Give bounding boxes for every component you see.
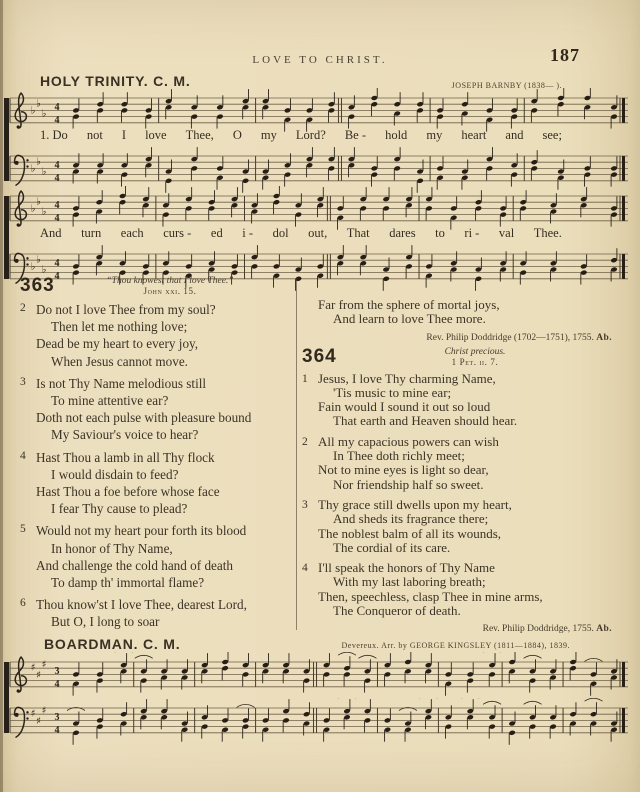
running-head: LOVE TO CHRIST. — [252, 54, 388, 66]
verse-continuation — [302, 298, 620, 327]
verse-line: Jesus, I love Thy charming Name, — [318, 370, 496, 386]
hymn-364-verses — [302, 372, 620, 619]
lyric-syllable: out, — [308, 226, 328, 240]
verse-line: Would not my heart pour forth its blood — [36, 523, 247, 539]
lyric-syllable: And — [40, 226, 62, 240]
verse-line: When Jesus cannot move. — [51, 353, 188, 369]
verse-line: Thy grace still dwells upon my heart, — [318, 496, 512, 512]
hymn-363-subtitle: “Thou knowest that I love Thee.” — [106, 276, 234, 286]
lyric-syllable: val — [498, 226, 515, 240]
svg-text:♯: ♯ — [36, 716, 41, 728]
verse-4 — [302, 561, 620, 618]
verse-line: With my last laboring breath; — [333, 574, 486, 590]
hymn-363-subtitle-block — [66, 276, 274, 296]
hymn-text-area — [18, 272, 622, 638]
lyric-syllable: Be - — [344, 128, 367, 142]
lyric-syllable: O — [232, 128, 242, 142]
verse-line: Thou know'st I love Thee, dearest Lord, — [36, 597, 247, 613]
svg-text:♯: ♯ — [41, 705, 47, 717]
svg-text:4: 4 — [54, 114, 60, 126]
page-binding-edge — [0, 0, 3, 792]
verse-line: In Thee doth richly meet; — [333, 448, 465, 464]
verse-3 — [302, 498, 620, 555]
tune1-composer: JOSEPH BARNBY (1838— ). — [451, 81, 562, 90]
hymn-363-heading — [20, 276, 292, 296]
lyric-syllable: i - — [242, 226, 254, 240]
lyric-syllable: Thee, — [185, 128, 214, 142]
verse-6 — [20, 596, 292, 630]
lyric-syllable: dol — [272, 226, 289, 240]
hymn-364-subtitle: Christ precious. — [444, 346, 506, 357]
verse-line: 'Tis music to mine ear; — [333, 384, 452, 400]
verse-line: Hast Thou a lamb in all Thy flock — [36, 449, 215, 465]
attribution-tag: Ab. — [596, 332, 612, 343]
column-divider — [296, 278, 297, 630]
attribution-tag: Ab. — [596, 624, 612, 635]
svg-text:♯: ♯ — [30, 662, 36, 674]
hymn-363-continuation — [302, 298, 620, 327]
svg-text:4: 4 — [54, 199, 60, 211]
hymn-364-attribution — [302, 624, 620, 634]
svg-text:♭: ♭ — [36, 98, 41, 110]
svg-text:4: 4 — [54, 257, 60, 269]
verse-number: 4 — [20, 449, 26, 462]
verse-line: Nor friendship half so sweet. — [333, 476, 484, 492]
verse-2 — [302, 435, 620, 492]
hymn-364-subtitle-block — [348, 347, 602, 367]
verse-5 — [20, 522, 292, 591]
attribution-text: Rev. Philip Doddridge (1702—1751), 1755. — [426, 332, 594, 343]
lyric-syllable: curs - — [163, 226, 192, 240]
lyric-syllable: Thee. — [533, 226, 562, 240]
svg-text:4: 4 — [54, 101, 60, 113]
verse-line: Far from the sphere of mortal joys, — [318, 297, 500, 312]
lyric-syllable: not — [86, 128, 103, 142]
svg-text:♭: ♭ — [41, 206, 47, 218]
verse-line: Hast Thou a foe before whose face — [36, 484, 220, 500]
svg-text:4: 4 — [54, 172, 60, 184]
verse-line: All my capacious powers can wish — [318, 433, 499, 449]
verse-line: To mine attentive ear? — [51, 393, 169, 409]
lyric-syllable: dares — [389, 226, 416, 240]
svg-text:♯: ♯ — [30, 708, 36, 720]
lyric-syllable: and — [505, 128, 524, 142]
bass-staff — [4, 698, 632, 746]
tune2-title: BOARDMAN. C. M. — [44, 636, 181, 652]
verse-line: That earth and Heaven should hear. — [333, 413, 518, 429]
svg-text:♭: ♭ — [30, 105, 36, 117]
verse-line: Then, speechless, clasp Thee in mine arms, — [318, 588, 543, 604]
verse-line: In honor of Thy Name, — [51, 540, 173, 556]
verse-line: To damp th' immortal flame? — [51, 575, 205, 591]
svg-text:4: 4 — [54, 724, 60, 736]
lyric-syllable: Lord? — [295, 128, 326, 142]
verse-line: Is not Thy Name melodious still — [36, 375, 207, 391]
verse-4 — [20, 449, 292, 518]
svg-text:♭: ♭ — [30, 163, 36, 175]
svg-text:♭: ♭ — [41, 264, 47, 276]
hymn-number-364: 364 — [302, 345, 337, 367]
hymn-363-attribution — [302, 333, 620, 343]
svg-text:4: 4 — [54, 678, 60, 690]
verse-line: I'll speak the honors of Thy Name — [318, 560, 495, 576]
music-system-1 — [4, 88, 636, 194]
svg-text:♯: ♯ — [36, 670, 41, 682]
svg-text:♭: ♭ — [30, 261, 36, 273]
hymn-number-363: 363 — [20, 275, 55, 296]
lyric-syllable: each — [120, 226, 144, 240]
treble-staff — [4, 652, 632, 700]
verse-line: And learn to love Thee more. — [333, 311, 486, 327]
hymn-363-scripture: John xxi. 15. — [143, 286, 197, 296]
verse-number: 4 — [302, 562, 308, 575]
lyric-syllable: hold — [385, 128, 408, 142]
lyric-syllable: heart — [461, 128, 487, 142]
verse-number: 2 — [302, 435, 308, 448]
hymn-364-column — [302, 298, 620, 638]
hymn-363-verses — [20, 301, 292, 631]
lyric-syllable: ri - — [464, 226, 480, 240]
verse-3 — [20, 375, 292, 444]
verse-2 — [20, 301, 292, 370]
tune1-title: HOLY TRINITY. C. M. — [40, 73, 191, 89]
verse-line: The Conqueror of death. — [333, 603, 461, 619]
verse-line: And challenge the cold hand of death — [36, 557, 234, 573]
lyric-syllable: see; — [542, 128, 562, 142]
lyric-syllable: my — [260, 128, 277, 142]
music-system-3 — [4, 652, 636, 748]
svg-text:♯: ♯ — [41, 659, 47, 671]
verse-number: 3 — [302, 498, 308, 511]
svg-text:♭: ♭ — [36, 254, 41, 266]
verse-line: I would disdain to feed? — [51, 466, 179, 482]
verse-line: I fear Thy cause to plead? — [51, 501, 188, 517]
lyric-syllable: I — [121, 128, 127, 142]
lyric-syllable: That — [346, 226, 370, 240]
verse-1 — [302, 372, 620, 429]
svg-text:3: 3 — [54, 665, 60, 677]
page-number: 187 — [550, 45, 580, 65]
verse-line: Do not I love Thee from my soul? — [36, 302, 216, 317]
svg-text:♭: ♭ — [41, 108, 47, 120]
verse-number: 6 — [20, 597, 26, 610]
lyric-syllable: ed — [210, 226, 223, 240]
verse-line: Doth not each pulse with pleasure bound — [36, 410, 252, 426]
lyrics-line-2 — [40, 226, 562, 242]
verse-number: 2 — [20, 302, 26, 314]
svg-text:3: 3 — [54, 711, 60, 723]
verse-number: 5 — [20, 523, 26, 536]
svg-text:4: 4 — [54, 270, 60, 282]
verse-line: And sheds its fragrance there; — [333, 511, 489, 527]
svg-text:♭: ♭ — [36, 156, 41, 168]
verse-line: The noblest balm of all its wounds, — [318, 525, 502, 541]
lyric-syllable: to — [435, 226, 445, 240]
svg-text:4: 4 — [54, 159, 60, 171]
hymn-364-heading — [302, 347, 620, 367]
verse-line: Then let me nothing love; — [51, 319, 188, 335]
svg-text:♭: ♭ — [41, 166, 47, 178]
tune2-composer: Devereux. Arr. by GEORGE KINGSLEY (1811—1884), 1839. — [341, 641, 570, 650]
attribution-text: Rev. Philip Doddridge, 1755. — [482, 624, 594, 635]
verse-line: Not to mine eyes is light so dear, — [318, 462, 489, 478]
lyric-syllable: 1. Do — [40, 128, 68, 142]
lyric-syllable: turn — [81, 226, 102, 240]
lyrics-line-1 — [40, 128, 562, 144]
svg-text:♭: ♭ — [30, 203, 36, 215]
verse-number: 3 — [20, 375, 26, 388]
svg-text:4: 4 — [54, 212, 60, 224]
lyric-syllable: my — [426, 128, 443, 142]
verse-line: The cordial of its care. — [333, 539, 451, 555]
verse-line: My Saviour's voice to hear? — [51, 427, 199, 443]
hymn-364-scripture: 1 Pet. ii. 7. — [451, 356, 499, 367]
hymn-363-column — [20, 276, 292, 636]
lyric-syllable: love — [145, 128, 167, 142]
verse-line: But O, I long to soar — [51, 614, 160, 630]
verse-line: Fain would I sound it out so loud — [318, 399, 491, 415]
svg-text:♭: ♭ — [36, 196, 41, 208]
verse-line: Dead be my heart to every joy, — [36, 336, 199, 352]
verse-number: 1 — [302, 372, 308, 385]
